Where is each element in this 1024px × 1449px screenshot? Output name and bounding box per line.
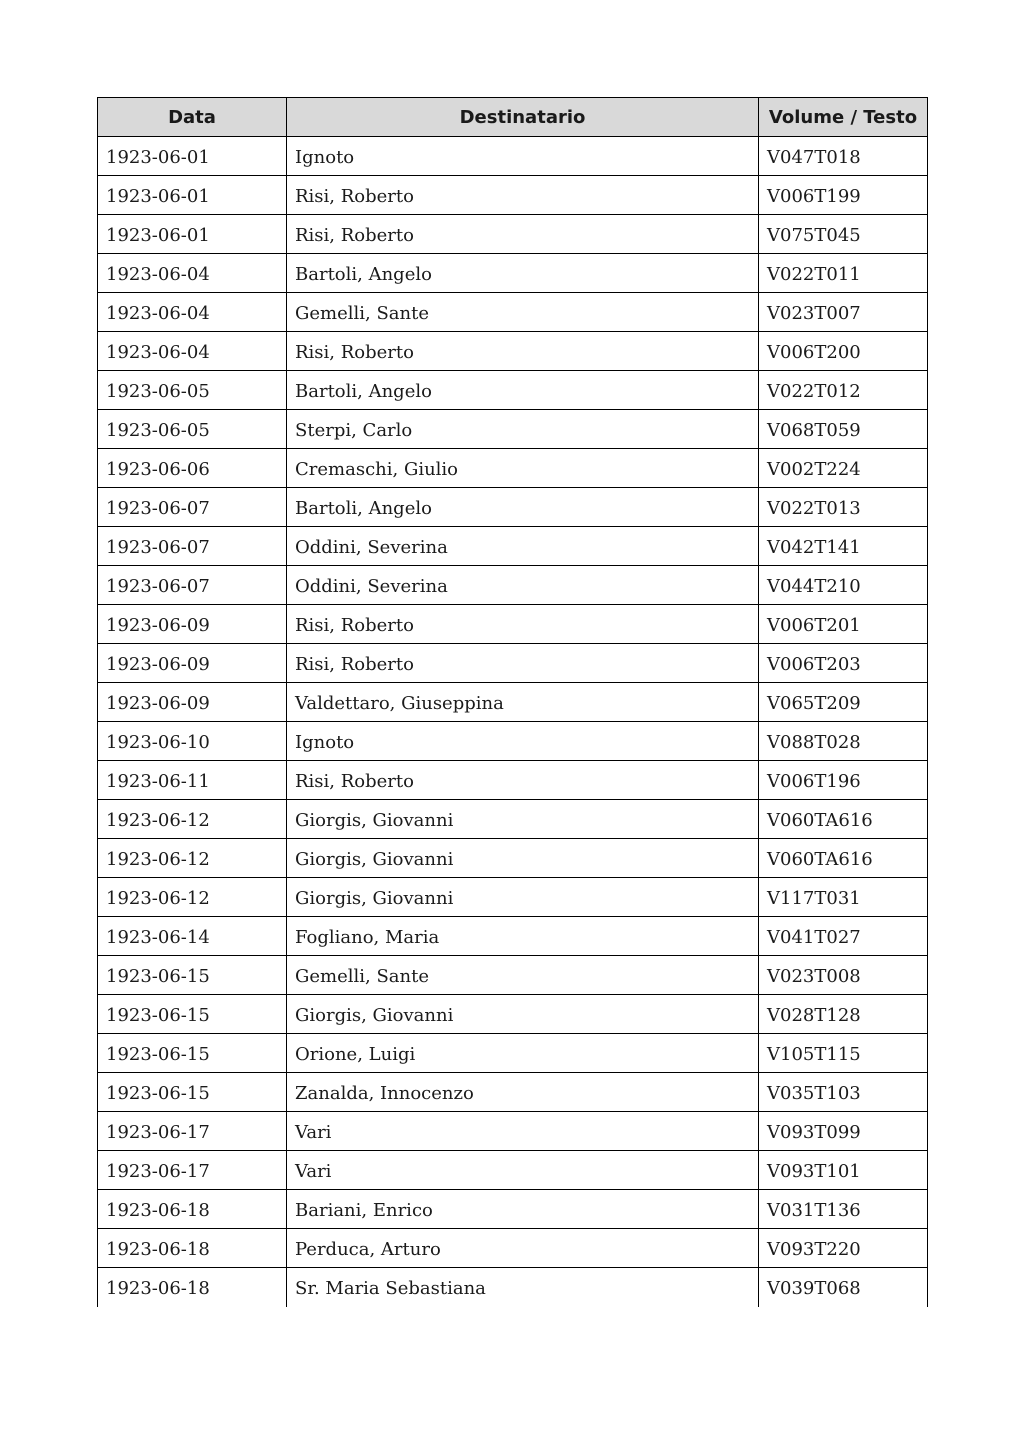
table-header (98, 98, 928, 137)
cell-date: 1923-06-01 (98, 176, 287, 215)
table-row (98, 683, 928, 722)
table-row (98, 293, 928, 332)
cell-volume-text: V023T008 (759, 956, 928, 995)
cell-recipient: Gemelli, Sante (287, 956, 759, 995)
cell-recipient: Gemelli, Sante (287, 293, 759, 332)
cell-volume-text: V022T011 (759, 254, 928, 293)
cell-date: 1923-06-04 (98, 293, 287, 332)
cell-date: 1923-06-18 (98, 1229, 287, 1268)
cell-volume-text: V068T059 (759, 410, 928, 449)
cell-volume-text: V117T031 (759, 878, 928, 917)
cell-volume-text: V022T013 (759, 488, 928, 527)
cell-volume-text: V105T115 (759, 1034, 928, 1073)
cell-volume-text: V006T200 (759, 332, 928, 371)
cell-volume-text: V039T068 (759, 1268, 928, 1307)
cell-date: 1923-06-17 (98, 1112, 287, 1151)
table-row (98, 254, 928, 293)
cell-date: 1923-06-18 (98, 1190, 287, 1229)
table-row (98, 722, 928, 761)
cell-volume-text: V006T203 (759, 644, 928, 683)
cell-date: 1923-06-09 (98, 605, 287, 644)
table-row (98, 488, 928, 527)
cell-date: 1923-06-06 (98, 449, 287, 488)
cell-volume-text: V093T099 (759, 1112, 928, 1151)
cell-recipient: Valdettaro, Giuseppina (287, 683, 759, 722)
table-row (98, 332, 928, 371)
table-row (98, 1268, 928, 1307)
cell-volume-text: V093T101 (759, 1151, 928, 1190)
cell-recipient: Risi, Roberto (287, 644, 759, 683)
table-row (98, 527, 928, 566)
table-row (98, 1073, 928, 1112)
cell-volume-text: V065T209 (759, 683, 928, 722)
cell-date: 1923-06-04 (98, 332, 287, 371)
cell-volume-text: V022T012 (759, 371, 928, 410)
cell-volume-text: V006T201 (759, 605, 928, 644)
cell-date: 1923-06-12 (98, 878, 287, 917)
table-row (98, 1190, 928, 1229)
column-header-date: Data (98, 98, 287, 137)
cell-recipient: Oddini, Severina (287, 566, 759, 605)
cell-recipient: Perduca, Arturo (287, 1229, 759, 1268)
table-row (98, 605, 928, 644)
cell-date: 1923-06-15 (98, 956, 287, 995)
cell-date: 1923-06-04 (98, 254, 287, 293)
cell-volume-text: V044T210 (759, 566, 928, 605)
cell-recipient: Risi, Roberto (287, 332, 759, 371)
cell-recipient: Giorgis, Giovanni (287, 839, 759, 878)
table-row (98, 1034, 928, 1073)
table-row (98, 1151, 928, 1190)
cell-recipient: Sr. Maria Sebastiana (287, 1268, 759, 1307)
table-row (98, 215, 928, 254)
table-row (98, 761, 928, 800)
cell-volume-text: V041T027 (759, 917, 928, 956)
cell-date: 1923-06-05 (98, 371, 287, 410)
cell-date: 1923-06-01 (98, 215, 287, 254)
cell-recipient: Giorgis, Giovanni (287, 878, 759, 917)
cell-recipient: Oddini, Severina (287, 527, 759, 566)
cell-recipient: Vari (287, 1151, 759, 1190)
table-row (98, 800, 928, 839)
cell-volume-text: V023T007 (759, 293, 928, 332)
cell-volume-text: V047T018 (759, 137, 928, 176)
cell-recipient: Bartoli, Angelo (287, 371, 759, 410)
cell-date: 1923-06-15 (98, 1034, 287, 1073)
cell-recipient: Risi, Roberto (287, 176, 759, 215)
cell-date: 1923-06-10 (98, 722, 287, 761)
cell-recipient: Giorgis, Giovanni (287, 800, 759, 839)
table-body (98, 137, 928, 1307)
cell-recipient: Bartoli, Angelo (287, 254, 759, 293)
cell-volume-text: V075T045 (759, 215, 928, 254)
cell-date: 1923-06-14 (98, 917, 287, 956)
cell-recipient: Giorgis, Giovanni (287, 995, 759, 1034)
cell-date: 1923-06-15 (98, 1073, 287, 1112)
table-row (98, 995, 928, 1034)
cell-volume-text: V031T136 (759, 1190, 928, 1229)
table-row (98, 566, 928, 605)
cell-date: 1923-06-12 (98, 800, 287, 839)
cell-volume-text: V006T196 (759, 761, 928, 800)
cell-recipient: Cremaschi, Giulio (287, 449, 759, 488)
cell-date: 1923-06-01 (98, 137, 287, 176)
table-row (98, 839, 928, 878)
cell-volume-text: V042T141 (759, 527, 928, 566)
cell-recipient: Risi, Roberto (287, 215, 759, 254)
cell-date: 1923-06-09 (98, 683, 287, 722)
table-row (98, 371, 928, 410)
cell-recipient: Sterpi, Carlo (287, 410, 759, 449)
table-row (98, 1229, 928, 1268)
cell-date: 1923-06-11 (98, 761, 287, 800)
cell-date: 1923-06-17 (98, 1151, 287, 1190)
table-row (98, 644, 928, 683)
cell-recipient: Ignoto (287, 137, 759, 176)
cell-date: 1923-06-15 (98, 995, 287, 1034)
column-header-volume-text: Volume / Testo (759, 98, 928, 137)
cell-date: 1923-06-07 (98, 488, 287, 527)
cell-recipient: Bariani, Enrico (287, 1190, 759, 1229)
cell-volume-text: V035T103 (759, 1073, 928, 1112)
cell-volume-text: V028T128 (759, 995, 928, 1034)
cell-recipient: Bartoli, Angelo (287, 488, 759, 527)
table-row (98, 176, 928, 215)
cell-date: 1923-06-12 (98, 839, 287, 878)
cell-date: 1923-06-05 (98, 410, 287, 449)
cell-recipient: Fogliano, Maria (287, 917, 759, 956)
table-row (98, 878, 928, 917)
cell-recipient: Zanalda, Innocenzo (287, 1073, 759, 1112)
cell-recipient: Ignoto (287, 722, 759, 761)
cell-date: 1923-06-18 (98, 1268, 287, 1307)
cell-volume-text: V088T028 (759, 722, 928, 761)
cell-date: 1923-06-07 (98, 527, 287, 566)
cell-recipient: Risi, Roberto (287, 605, 759, 644)
cell-volume-text: V093T220 (759, 1229, 928, 1268)
cell-volume-text: V060TA616 (759, 800, 928, 839)
cell-date: 1923-06-07 (98, 566, 287, 605)
table-row (98, 410, 928, 449)
table-row (98, 1112, 928, 1151)
cell-volume-text: V060TA616 (759, 839, 928, 878)
cell-recipient: Vari (287, 1112, 759, 1151)
table-row (98, 917, 928, 956)
table-header-row (98, 98, 928, 137)
column-header-recipient: Destinatario (287, 98, 759, 137)
cell-recipient: Risi, Roberto (287, 761, 759, 800)
cell-volume-text: V006T199 (759, 176, 928, 215)
table-row (98, 449, 928, 488)
table-row (98, 956, 928, 995)
table-row (98, 137, 928, 176)
letters-table (97, 97, 928, 1307)
cell-volume-text: V002T224 (759, 449, 928, 488)
cell-date: 1923-06-09 (98, 644, 287, 683)
cell-recipient: Orione, Luigi (287, 1034, 759, 1073)
